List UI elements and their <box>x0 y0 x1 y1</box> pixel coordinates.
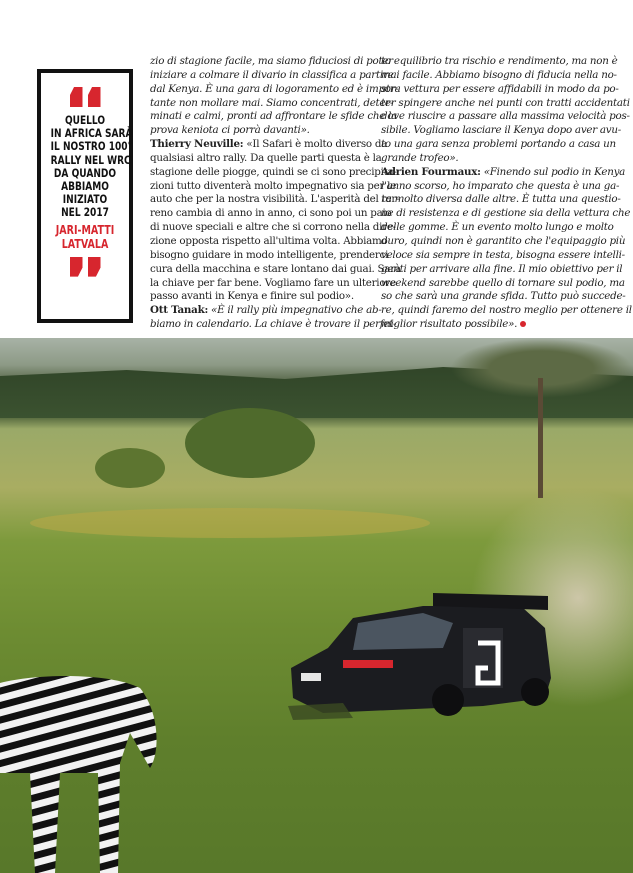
text-segment: stra vettura per essere affidabili in modo da po- <box>381 82 619 95</box>
text-line <box>381 96 630 111</box>
text-segment: la chiave per far bene. Vogliamo fare un ulteriore <box>150 276 396 289</box>
bush <box>185 408 315 478</box>
end-mark-icon <box>520 321 526 327</box>
text-segment: «Il Safari è molto diverso da <box>243 138 388 151</box>
text-segment: sibile. Vogliamo lasciare il Kenya dopo aver avu- <box>381 124 621 137</box>
text-segment: ra molto diversa dalle altre. È tutta una questio- <box>381 193 621 206</box>
text-line <box>381 276 625 291</box>
text-segment: prova keniota ci porrà davanti». <box>150 124 310 137</box>
text-line <box>381 152 603 166</box>
text-line <box>150 221 396 235</box>
article-column-2 <box>381 55 632 332</box>
text-segment: re, quindi faremo del nostro meglio per ottenere il <box>381 304 632 317</box>
article-column-1 <box>150 55 401 332</box>
text-segment: zioni tutto diventerà molto impegnativo sia per le <box>150 179 397 192</box>
text-segment: cura della macchina e stare lontano dai guai. Sarà <box>150 262 401 275</box>
text-line <box>381 138 616 152</box>
text-line <box>150 207 392 221</box>
text-line <box>150 318 397 332</box>
acacia-trunk <box>538 378 543 498</box>
text-segment: ter spingere anche nei punti con tratti accidentati <box>381 96 630 109</box>
text-line <box>381 207 631 221</box>
text-line <box>150 304 382 318</box>
text-segment: di nuove speciali e altre che si corrono nella dire- <box>150 221 396 234</box>
pull-quote-line: ABBIAMO <box>61 179 109 194</box>
speaker-name: Thierry Neuville: <box>150 138 244 151</box>
text-line <box>150 138 388 152</box>
rally-photo <box>0 338 633 873</box>
text-line <box>150 276 396 291</box>
text-segment: qualsiasi altro rally. Da quelle parti questa è la <box>150 151 382 164</box>
speaker-name: Adrien Fourmaux: <box>381 165 481 178</box>
text-segment: genti per arrivare alla fine. Il mio obiettivo per il <box>381 262 623 275</box>
rally-car <box>283 588 553 728</box>
text-line <box>381 262 623 277</box>
text-line <box>381 234 626 249</box>
text-line <box>381 290 626 304</box>
bush <box>95 448 165 488</box>
text-segment: passo avanti in Kenya e finire sul podio». <box>150 290 354 303</box>
text-line <box>381 68 617 83</box>
pull-quote-author-line: JARI-MATTI <box>55 221 115 237</box>
text-line <box>150 193 400 207</box>
pull-quote-line: DA QUANDO <box>53 165 117 180</box>
text-segment: auto che per la nostra visibilità. L'asperità del ter- <box>150 193 400 206</box>
close-quote-icon <box>41 257 129 277</box>
text-segment: zio di stagione facile, ma siamo fiduciosi di poter <box>150 55 393 67</box>
text-line <box>381 82 619 97</box>
text-segment: delle gomme. È un evento molto lungo e molto <box>381 221 614 234</box>
text-line <box>150 234 388 249</box>
text-segment: ne di resistenza e di gestione sia della vettura che <box>381 207 631 220</box>
text-line <box>150 82 399 97</box>
text-segment: so che sarà una grande sfida. Tutto può succede- <box>381 290 626 303</box>
text-segment: grande trofeo». <box>381 151 459 164</box>
text-line <box>150 68 394 83</box>
text-segment: reno cambia di anno in anno, ci sono poi un paio <box>150 207 392 220</box>
text-line <box>381 304 632 318</box>
pull-quote-box <box>37 69 133 323</box>
text-line <box>150 55 393 69</box>
text-segment: l'anno scorso, ho imparato che questa è una ga- <box>381 179 620 192</box>
pull-quote-text <box>50 113 133 220</box>
pull-quote-line: QUELLO <box>64 113 106 127</box>
text-segment: to una gara senza problemi portando a casa un <box>381 138 616 151</box>
text-line <box>381 179 620 194</box>
text-segment: bisogno guidare in modo intelligente, prenderci <box>150 248 389 261</box>
pull-quote-line: RALLY NEL WRC <box>50 152 131 167</box>
text-line <box>150 96 394 111</box>
text-line <box>150 179 397 194</box>
text-line <box>381 221 614 235</box>
text-segment: weekend sarebbe quello di tornare sul podio, ma <box>381 276 625 289</box>
text-segment: mai facile. Abbiamo bisogno di fiducia nella no- <box>381 68 617 81</box>
text-segment: veloce sia sempre in testa, bisogna essere intelli- <box>381 248 625 261</box>
text-segment: stagione delle piogge, quindi se ci sono precipita- <box>150 165 397 178</box>
text-segment: minati e calmi, pronti ad affrontare le sfide che la <box>150 110 398 123</box>
text-segment: miglior risultato possibile». <box>381 318 518 331</box>
text-line <box>150 124 372 138</box>
text-line <box>381 124 621 138</box>
text-line <box>381 165 626 180</box>
text-segment: «Finendo sul podio in Kenya <box>480 165 626 178</box>
open-quote-icon <box>41 87 129 107</box>
text-segment: zione opposta rispetto all'ultima volta. Abbiamo <box>150 234 388 247</box>
text-line <box>150 165 397 180</box>
text-line <box>381 55 618 69</box>
pull-quote-author-line: LATVALA <box>61 235 109 251</box>
text-line <box>381 110 630 124</box>
pull-quote-line: NEL 2017 <box>61 205 109 220</box>
pull-quote-line: IL NOSTRO 100° <box>50 139 133 154</box>
text-line <box>150 262 401 277</box>
text-line <box>150 290 372 304</box>
text-segment: duro, quindi non è garantito che l'equipaggio più <box>381 234 626 247</box>
text-segment: tante non mollare mai. Siamo concentrati, deter- <box>150 96 394 109</box>
text-segment: to equilibrio tra rischio e rendimento, ma non è <box>381 55 618 67</box>
pull-quote-line: INIZIATO <box>62 192 108 207</box>
text-segment: biamo in calendario. La chiave è trovare il perfet- <box>150 318 397 331</box>
text-segment: dove riuscire a passare alla massima velocità pos- <box>381 110 630 123</box>
zebra <box>0 673 165 873</box>
pull-quote-author <box>52 223 119 251</box>
text-line <box>150 151 382 166</box>
grass-patch <box>30 508 430 538</box>
text-segment: iniziare a colmare il divario in classifica a partire <box>150 68 394 81</box>
text-segment: dal Kenya. È una gara di logoramento ed è impor- <box>150 82 399 95</box>
speaker-name: Ott Tanak: <box>150 304 209 317</box>
pull-quote-line: IN AFRICA SARÀ <box>50 126 133 141</box>
text-line <box>381 248 625 263</box>
text-line <box>150 248 389 263</box>
text-line <box>150 110 398 124</box>
text-line <box>381 318 603 332</box>
text-segment: «È il rally più impegnativo che ab- <box>208 304 382 317</box>
text-line <box>381 193 621 207</box>
